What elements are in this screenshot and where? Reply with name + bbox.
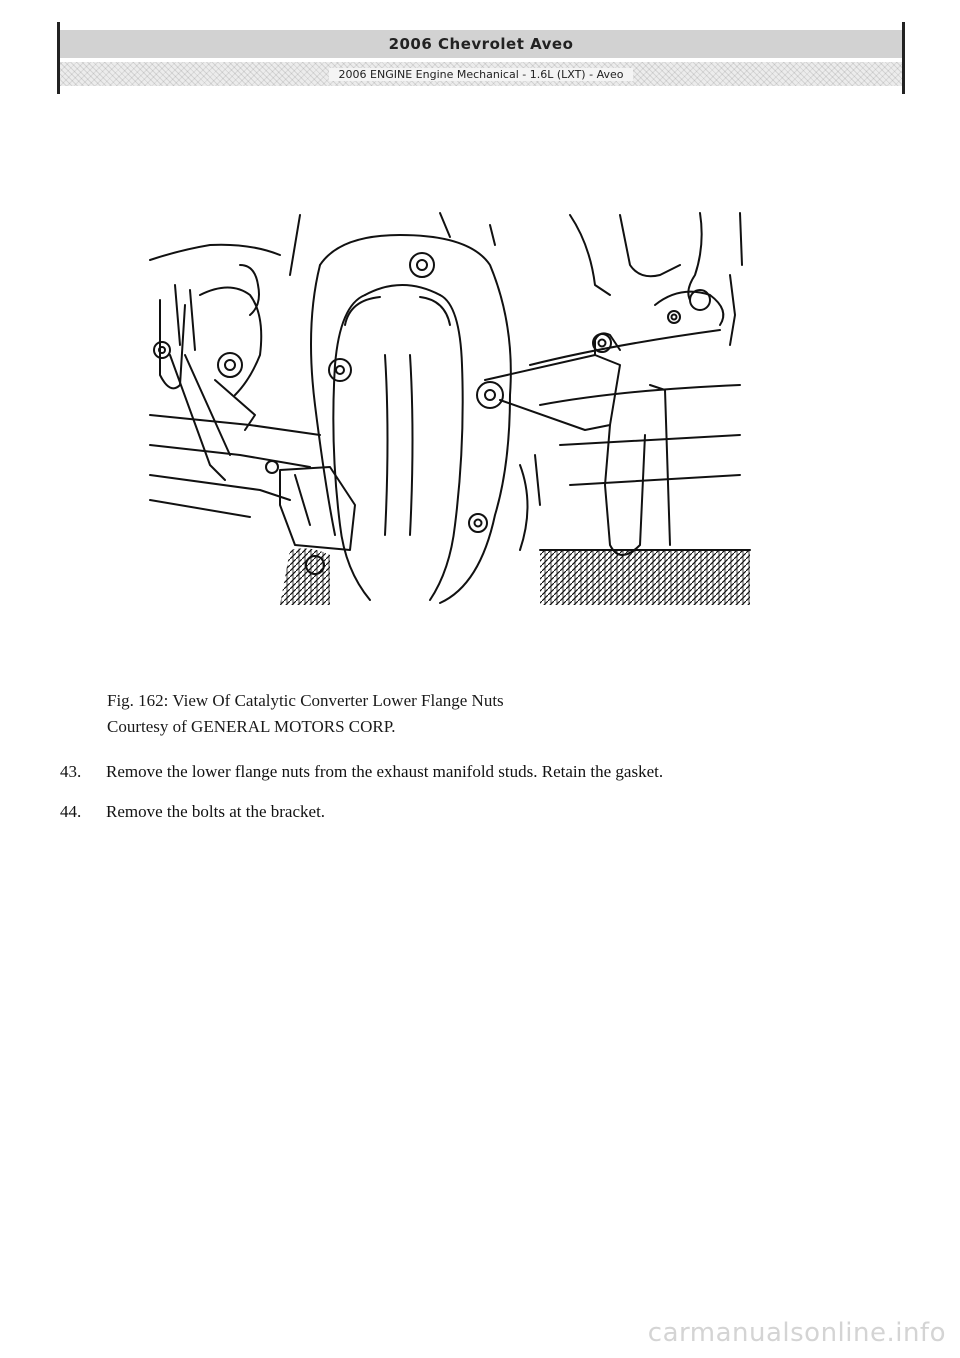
page-header bbox=[57, 22, 905, 94]
step-text: Remove the lower flange nuts from the exhaust manifold studs. Retain the gasket. bbox=[106, 762, 664, 781]
catalytic-converter-illustration bbox=[140, 205, 760, 610]
procedure-steps bbox=[60, 760, 890, 840]
figure-caption-title: Fig. 162: View Of Catalytic Converter Lower Flange Nuts bbox=[107, 691, 504, 710]
list-item bbox=[60, 800, 890, 824]
header-title: 2006 Chevrolet Aveo bbox=[388, 35, 574, 53]
header-title-bar bbox=[60, 30, 902, 58]
figure-caption bbox=[107, 688, 504, 740]
watermark: carmanualsonline.info bbox=[647, 1318, 946, 1348]
header-subtitle: 2006 ENGINE Engine Mechanical - 1.6L (LXT) - Aveo bbox=[329, 68, 634, 81]
step-number: 43. bbox=[60, 762, 82, 781]
step-text: Remove the bolts at the bracket. bbox=[106, 802, 326, 821]
header-subtitle-bar bbox=[60, 62, 902, 86]
figure-caption-credit: Courtesy of GENERAL MOTORS CORP. bbox=[107, 717, 396, 736]
list-item bbox=[60, 760, 890, 784]
step-number: 44. bbox=[60, 802, 82, 821]
